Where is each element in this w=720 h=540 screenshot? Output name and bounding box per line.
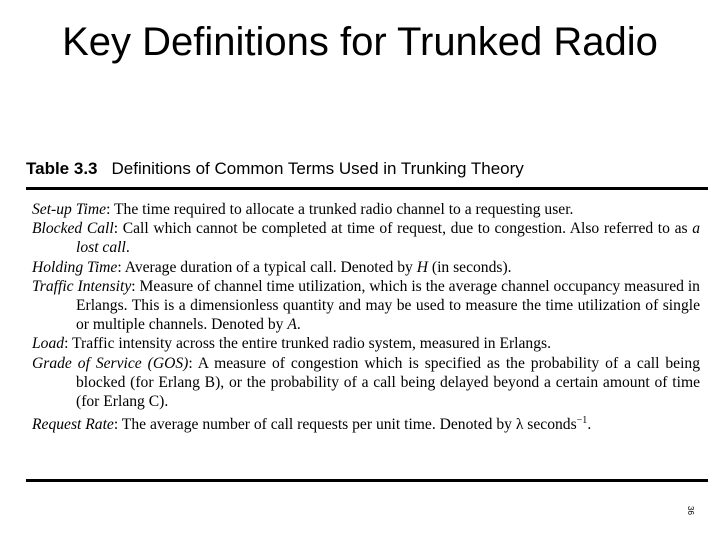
definition-text: Measure of channel time utilization, which is the average channel occupancy measured in Erlangs. This is a dimensionless quantity and may be used to measure the time utilization of single or multiple channels. Denoted by (76, 277, 700, 334)
definition-tail: . (125, 239, 130, 257)
definition-separator: : (117, 258, 122, 276)
definition-tail: (in seconds). (427, 258, 512, 276)
definition-term: Traffic Intensity (32, 277, 132, 295)
definition-text: Call which cannot be completed at time of request, due to congestion. Also referred to as (118, 220, 693, 238)
definition-text: Traffic intensity across the entire trunked radio system, measured in Erlangs. (68, 335, 551, 353)
definition-request-rate (32, 411, 700, 434)
definition-term: Load (32, 335, 65, 353)
table-top-rule (26, 187, 708, 190)
definition-italic-phrase: a lost call (76, 220, 700, 257)
table-caption-text: Definitions of Common Terms Used in Trunking Theory (111, 159, 524, 178)
definition-text: A measure of congestion which is specified as the probability of a call being blocked (for Erlang B), or the probability of a call being delayed beyond a certain amount of time (for Erlang C). (76, 354, 700, 411)
definition-text: Average duration of a typical call. Denoted by (121, 258, 417, 276)
definition-superscript: −1 (576, 415, 588, 427)
definition-separator: : (113, 220, 119, 238)
definition-term: Grade of Service (GOS) (32, 354, 189, 372)
definition-separator: : (106, 201, 111, 218)
definition-tail: . (587, 416, 592, 434)
definition-term: Request Rate (32, 416, 114, 434)
definition-text: The time required to allocate a trunked radio channel to a requesting user. (110, 201, 574, 218)
definition-load (32, 334, 700, 353)
definition-separator: : (64, 335, 69, 353)
definition-tail: . (296, 316, 301, 334)
definition-separator: : (188, 354, 193, 372)
definition-holding-time (32, 258, 700, 277)
table-bottom-rule (26, 479, 708, 482)
table-caption (26, 158, 716, 180)
definitions-list (32, 200, 700, 434)
table-number: Table 3.3 (26, 159, 98, 178)
definition-term: Set-up Time (32, 201, 107, 218)
definition-term: Holding Time (32, 258, 118, 276)
slide-number: 36 (686, 506, 695, 515)
slide-title: Key Definitions for Trunked Radio (62, 20, 658, 64)
definition-separator: : (131, 277, 136, 295)
definition-text: The average number of call requests per unit time. Denoted by λ seconds (118, 416, 577, 434)
definition-grade-of-service (32, 354, 700, 412)
definition-symbol: A (287, 316, 297, 334)
definition-blocked-call (32, 219, 700, 257)
definition-traffic-intensity (32, 277, 700, 335)
definition-symbol: H (416, 258, 428, 276)
definition-setup-time (32, 200, 700, 219)
definition-separator: : (113, 416, 119, 434)
definition-term: Blocked Call (32, 220, 114, 238)
